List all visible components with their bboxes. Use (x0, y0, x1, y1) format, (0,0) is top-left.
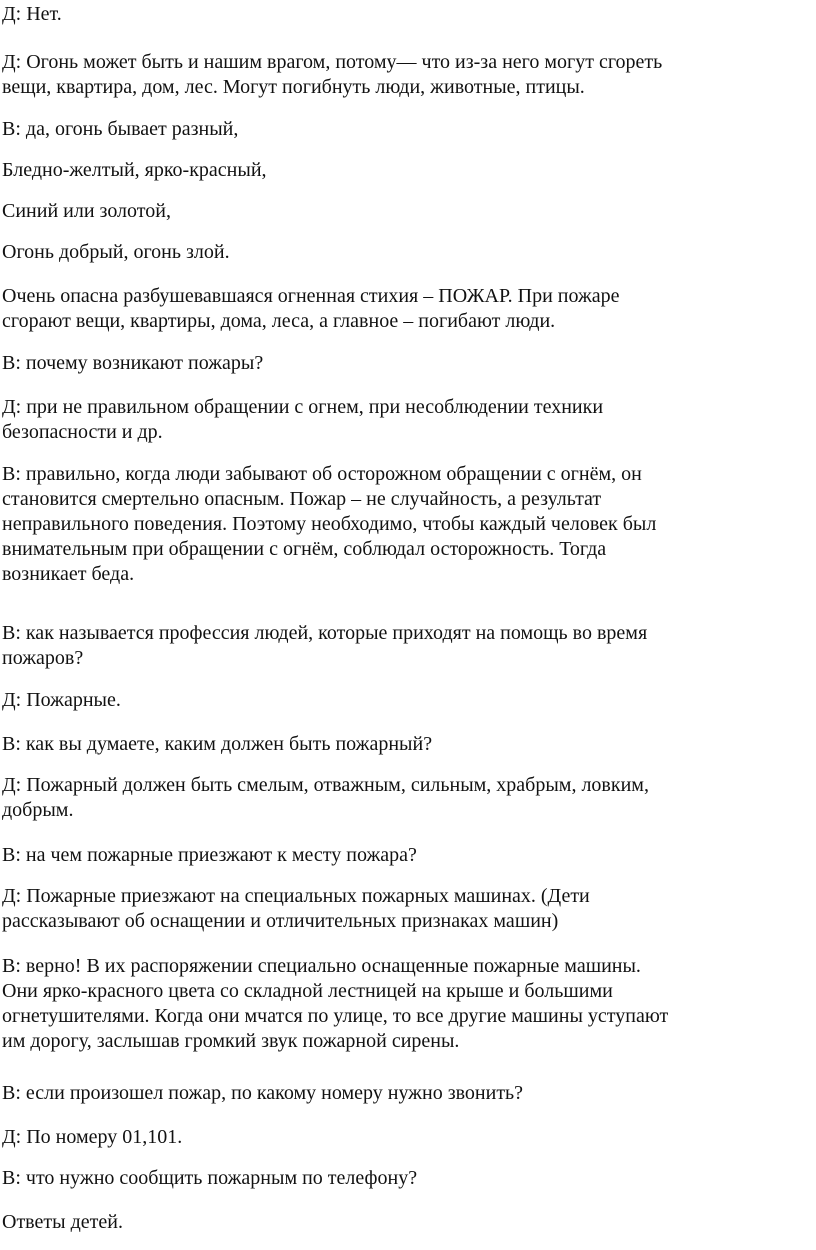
text-line: Ответы детей. (2, 1211, 123, 1233)
paragraph (2, 1081, 523, 1106)
text-line: неправильного поведения. Поэтому необходимо, чтобы каждый человек был (2, 513, 657, 535)
paragraph (2, 240, 230, 265)
text-line: Д: Пожарные приезжают на специальных пожарных машинах. (Дети (2, 885, 590, 907)
paragraph (2, 199, 171, 224)
text-line: Д: Пожарный должен быть смелым, отважным, сильным, храбрым, ловким, (2, 774, 649, 796)
text-line: Синий или золотой, (2, 200, 171, 222)
text-line: рассказывают об оснащении и отличительных признаках машин) (2, 910, 559, 932)
paragraph (2, 843, 417, 868)
text-line: В: что нужно сообщить пожарным по телефону? (2, 1167, 418, 1189)
text-line: пожаров? (2, 647, 84, 669)
text-line: Бледно-желтый, ярко-красный, (2, 159, 267, 181)
text-line: Д: Огонь может быть и нашим врагом, потому— что из-за него могут сгореть (2, 51, 663, 73)
text-line: В: почему возникают пожары? (2, 352, 264, 374)
text-line: Они ярко-красного цвета со складной лестницей на крыше и большими (2, 980, 613, 1002)
text-line: В: верно! В их распоряжении специально оснащенные пожарные машины. (2, 955, 641, 977)
paragraph (2, 621, 647, 671)
text-line: сгорают вещи, квартиры, дома, леса, а главное – погибают люди. (2, 310, 556, 332)
text-line: Огонь добрый, огонь злой. (2, 241, 230, 263)
text-line: Д: Нет. (2, 3, 62, 25)
paragraph (2, 1166, 417, 1191)
paragraph (2, 395, 603, 445)
text-line: Д: По номеру 01,101. (2, 1126, 183, 1148)
text-line: вещи, квартира, дом, лес. Могут погибнуть люди, животные, птицы. (2, 76, 585, 98)
paragraph (2, 1210, 123, 1235)
text-line: безопасности и др. (2, 421, 163, 443)
paragraph (2, 2, 62, 27)
text-line: В: да, огонь бывает разный, (2, 118, 239, 140)
paragraph (2, 158, 267, 183)
text-line: внимательным при обращении с огнём, соблюдал осторожность. Тогда (2, 538, 607, 560)
text-line: им дорогу, заслышав громкий звук пожарной сирены. (2, 1030, 460, 1052)
paragraph (2, 773, 649, 823)
text-line: В: на чем пожарные приезжают к месту пожара? (2, 844, 417, 866)
text-line: становится смертельно опасным. Пожар – не случайность, а результат (2, 488, 602, 510)
text-line: В: если произошел пожар, по какому номеру нужно звонить? (2, 1082, 524, 1104)
paragraph (2, 351, 263, 376)
text-line: Д: Пожарные. (2, 689, 121, 711)
paragraph (2, 954, 668, 1054)
paragraph (2, 1125, 182, 1150)
text-line: В: как вы думаете, каким должен быть пожарный? (2, 733, 433, 755)
paragraph (2, 117, 238, 142)
paragraph (2, 688, 121, 713)
paragraph (2, 50, 662, 100)
text-line: В: как называется профессия людей, которые приходят на помощь во время (2, 622, 648, 644)
text-line: возникает беда. (2, 563, 135, 585)
text-line: Д: при не правильном обращении с огнем, при несоблюдении техники (2, 396, 604, 418)
text-line: Очень опасна разбушевавшаяся огненная стихия – ПОЖАР. При пожаре (2, 285, 620, 307)
text-line: добрым. (2, 799, 74, 821)
paragraph (2, 884, 590, 934)
paragraph (2, 462, 656, 587)
text-line: В: правильно, когда люди забывают об осторожном обращении с огнём, он (2, 463, 642, 485)
paragraph (2, 284, 620, 334)
paragraph (2, 732, 432, 757)
text-line: огнетушителями. Когда они мчатся по улице, то все другие машины уступают (2, 1005, 669, 1027)
